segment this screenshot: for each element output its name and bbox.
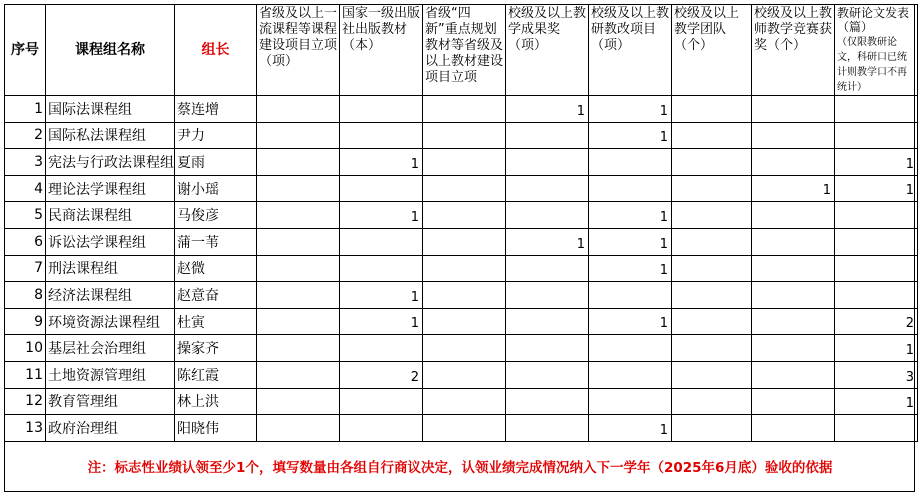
table-row [5,361,918,388]
reform-project-cell[interactable]: 1 [589,96,672,123]
leader-cell[interactable]: 蒲一苇 [175,228,257,255]
contest-award-cell[interactable] [752,388,835,415]
course-projects-cell[interactable] [257,308,340,335]
leader-cell[interactable]: 蔡连增 [175,96,257,123]
papers-cell[interactable] [835,202,918,229]
table-row [5,282,918,309]
planned-textbook-cell[interactable] [423,175,506,202]
header-papers-note: （仅限教研论文，科研口已统计则教学口不再统计） [837,37,907,93]
header-planned-textbook: 省级“四新”重点规划教材等省级及以上教材建设项目立项 [423,5,506,96]
teaching-award-cell[interactable]: 1 [506,96,589,123]
teaching-team-cell[interactable] [672,122,752,149]
papers-cell[interactable] [835,415,918,442]
course-projects-cell[interactable] [257,255,340,282]
teaching-award-cell[interactable] [506,282,589,309]
reform-project-cell[interactable]: 1 [589,415,672,442]
textbook-cell[interactable]: 1 [340,282,423,309]
table-row [5,202,918,229]
papers-cell[interactable]: 1 [835,335,918,362]
leader-cell[interactable]: 马俊彦 [175,202,257,229]
leader-cell[interactable]: 尹力 [175,122,257,149]
row-number[interactable]: 2 [5,122,46,149]
row-number[interactable]: 6 [5,228,46,255]
course-projects-cell[interactable] [257,335,340,362]
teaching-team-cell[interactable] [672,361,752,388]
textbook-cell[interactable] [340,388,423,415]
leader-cell[interactable]: 谢小瑶 [175,175,257,202]
reform-project-cell[interactable]: 1 [589,255,672,282]
leader-cell[interactable]: 阳晓伟 [175,415,257,442]
group-name-cell[interactable]: 刑法课程组 [46,255,175,282]
papers-cell[interactable]: 1 [835,149,918,176]
row-number[interactable]: 13 [5,415,46,442]
header-reform-project: 校级及以上教研教改项目（项） [589,5,672,96]
group-name-cell[interactable]: 基层社会治理组 [46,335,175,362]
textbook-cell[interactable] [340,122,423,149]
contest-award-cell[interactable] [752,96,835,123]
footnote: 注：标志性业绩认领至少1个，填写数量由各组自行商议决定，认领业绩完成情况纳入下一学年（2025年6月底）验收的依据 [4,440,915,492]
header-textbook: 国家一级出版社出版教材（本） [340,5,423,96]
papers-cell[interactable] [835,228,918,255]
contest-award-cell[interactable] [752,308,835,335]
header-group-name: 课程组名称 [46,5,175,96]
table-row [5,388,918,415]
teaching-award-cell[interactable] [506,361,589,388]
table-row [5,308,918,335]
textbook-cell[interactable]: 2 [340,361,423,388]
teaching-team-cell[interactable] [672,202,752,229]
teaching-award-cell[interactable] [506,149,589,176]
reform-project-cell[interactable]: 1 [589,228,672,255]
teaching-team-cell[interactable] [672,335,752,362]
planned-textbook-cell[interactable] [423,415,506,442]
teaching-team-cell[interactable] [672,388,752,415]
teaching-award-cell[interactable] [506,122,589,149]
teaching-award-cell[interactable]: 1 [506,228,589,255]
papers-cell[interactable] [835,255,918,282]
row-number[interactable]: 9 [5,308,46,335]
contest-award-cell[interactable] [752,202,835,229]
course-projects-cell[interactable] [257,122,340,149]
course-projects-cell[interactable] [257,149,340,176]
planned-textbook-cell[interactable] [423,228,506,255]
course-projects-cell[interactable] [257,202,340,229]
papers-cell[interactable]: 2 [835,308,918,335]
reform-project-cell[interactable]: 1 [589,202,672,229]
contest-award-cell[interactable] [752,361,835,388]
row-number[interactable]: 11 [5,361,46,388]
papers-cell[interactable] [835,96,918,123]
group-name-cell[interactable]: 土地资源管理组 [46,361,175,388]
planned-textbook-cell[interactable] [423,361,506,388]
table-body [5,96,918,442]
course-projects-cell[interactable] [257,175,340,202]
course-projects-cell[interactable] [257,96,340,123]
teaching-award-cell[interactable] [506,415,589,442]
leader-cell[interactable]: 操家齐 [175,335,257,362]
header-course-projects: 省级及以上一流课程等课程建设项目立项（项） [257,5,340,96]
reform-project-cell[interactable] [589,149,672,176]
planned-textbook-cell[interactable] [423,255,506,282]
leader-cell[interactable]: 夏雨 [175,149,257,176]
leader-cell[interactable]: 陈红霞 [175,361,257,388]
teaching-team-cell[interactable] [672,255,752,282]
header-seq: 序号 [5,5,46,96]
table-row [5,175,918,202]
textbook-cell[interactable] [340,255,423,282]
contest-award-cell[interactable] [752,122,835,149]
group-name-cell[interactable]: 宪法与行政法课程组 [46,149,175,176]
row-number[interactable]: 5 [5,202,46,229]
group-name-cell[interactable]: 诉讼法学课程组 [46,228,175,255]
teaching-team-cell[interactable] [672,96,752,123]
teaching-team-cell[interactable] [672,282,752,309]
header-row [5,5,918,96]
reform-project-cell[interactable] [589,175,672,202]
row-number[interactable]: 1 [5,96,46,123]
reform-project-cell[interactable] [589,335,672,362]
contest-award-cell[interactable] [752,335,835,362]
papers-cell[interactable] [835,122,918,149]
table-row [5,415,918,442]
textbook-cell[interactable]: 1 [340,149,423,176]
textbook-cell[interactable] [340,335,423,362]
teaching-award-cell[interactable] [506,175,589,202]
header-papers-label: 教研论文发表（篇） [837,6,910,34]
planned-textbook-cell[interactable] [423,388,506,415]
group-name-cell[interactable]: 环境资源法课程组 [46,308,175,335]
group-name-cell[interactable]: 国际私法课程组 [46,122,175,149]
contest-award-cell[interactable] [752,415,835,442]
course-projects-cell[interactable] [257,415,340,442]
leader-cell[interactable]: 林上洪 [175,388,257,415]
row-number[interactable]: 8 [5,282,46,309]
row-number[interactable]: 4 [5,175,46,202]
course-projects-cell[interactable] [257,228,340,255]
teaching-team-cell[interactable] [672,308,752,335]
planned-textbook-cell[interactable] [423,96,506,123]
textbook-cell[interactable] [340,415,423,442]
sheet-right-border [914,4,915,492]
group-name-cell[interactable]: 民商法课程组 [46,202,175,229]
leader-cell[interactable]: 赵微 [175,255,257,282]
course-projects-cell[interactable] [257,388,340,415]
row-number[interactable]: 3 [5,149,46,176]
group-name-cell[interactable]: 教育管理组 [46,388,175,415]
teaching-award-cell[interactable] [506,255,589,282]
textbook-cell[interactable] [340,96,423,123]
row-number[interactable]: 10 [5,335,46,362]
header-teaching-award: 校级及以上教学成果奖（项） [506,5,589,96]
header-leader: 组长 [175,5,257,96]
table-row [5,122,918,149]
papers-cell[interactable]: 3 [835,361,918,388]
planned-textbook-cell[interactable] [423,308,506,335]
papers-cell[interactable]: 1 [835,388,918,415]
planned-textbook-cell[interactable] [423,149,506,176]
leader-cell[interactable]: 赵意奋 [175,282,257,309]
reform-project-cell[interactable]: 1 [589,308,672,335]
contest-award-cell[interactable] [752,282,835,309]
teaching-team-cell[interactable] [672,228,752,255]
contest-award-cell[interactable] [752,228,835,255]
planned-textbook-cell[interactable] [423,122,506,149]
achievement-table [4,4,918,442]
teaching-team-cell[interactable] [672,175,752,202]
table-row [5,96,918,123]
contest-award-cell[interactable] [752,255,835,282]
reform-project-cell[interactable] [589,282,672,309]
header-teaching-team: 校级及以上教学团队（个） [672,5,752,96]
papers-cell[interactable] [835,282,918,309]
group-name-cell[interactable]: 理论法学课程组 [46,175,175,202]
textbook-cell[interactable] [340,228,423,255]
teaching-team-cell[interactable] [672,149,752,176]
group-name-cell[interactable]: 国际法课程组 [46,96,175,123]
group-name-cell[interactable]: 经济法课程组 [46,282,175,309]
table-row [5,335,918,362]
table-row [5,255,918,282]
reform-project-cell[interactable] [589,361,672,388]
textbook-cell[interactable]: 1 [340,202,423,229]
teaching-award-cell[interactable] [506,335,589,362]
header-papers [835,5,918,96]
teaching-award-cell[interactable] [506,202,589,229]
planned-textbook-cell[interactable] [423,202,506,229]
course-projects-cell[interactable] [257,361,340,388]
textbook-cell[interactable]: 1 [340,308,423,335]
teaching-team-cell[interactable] [672,415,752,442]
row-number[interactable]: 7 [5,255,46,282]
group-name-cell[interactable]: 政府治理组 [46,415,175,442]
header-contest-award: 校级及以上教师教学竞赛获奖（个） [752,5,835,96]
teaching-award-cell[interactable] [506,308,589,335]
teaching-award-cell[interactable] [506,388,589,415]
table-row [5,228,918,255]
textbook-cell[interactable] [340,175,423,202]
table-row [5,149,918,176]
row-number[interactable]: 12 [5,388,46,415]
papers-cell[interactable]: 1 [835,175,918,202]
planned-textbook-cell[interactable] [423,335,506,362]
planned-textbook-cell[interactable] [423,282,506,309]
contest-award-cell[interactable] [752,149,835,176]
reform-project-cell[interactable] [589,388,672,415]
contest-award-cell[interactable]: 1 [752,175,835,202]
course-projects-cell[interactable] [257,282,340,309]
reform-project-cell[interactable]: 1 [589,122,672,149]
leader-cell[interactable]: 杜寅 [175,308,257,335]
